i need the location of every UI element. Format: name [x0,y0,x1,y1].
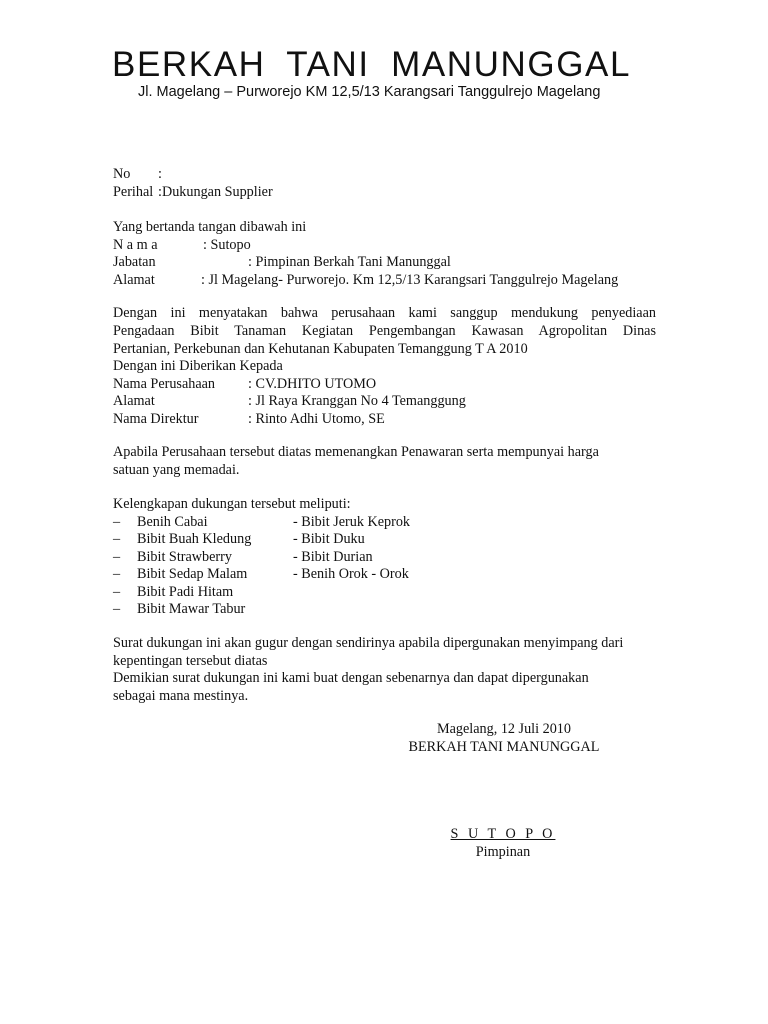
no-label: No [113,166,131,182]
signature-title: Pimpinan [475,844,531,860]
company-address: Jl. Magelang – Purworejo KM 12,5/13 Karangsari Tanggulrejo Magelang [138,84,601,100]
list-item-left: Benih Cabai [137,514,208,530]
recipient-alamat-label: Alamat [113,393,155,409]
recipient-perusahaan-label: Nama Perusahaan [113,376,216,392]
signer-jabatan-label: Jabatan [113,254,156,270]
no-colon: : [158,166,162,182]
statement-line-1: Dengan ini menyatakan bahwa perusahaan kami sanggup mendukung penyediaan [113,305,656,321]
condition-line-1: Apabila Perusahaan tersebut diatas memenangkan Penawaran serta mempunyai harga [113,444,599,460]
recipient-alamat-value: : Jl Raya Kranggan No 4 Temanggung [248,393,466,409]
signer-nama-label: N a m a [113,237,158,253]
recipient-perusahaan-value: : CV.DHITO UTOMO [248,376,377,392]
signer-intro: Yang bertanda tangan dibawah ini [113,219,307,235]
recipient-direktur-label: Nama Direktur [113,411,199,427]
list-item-bullet: – [113,601,121,617]
closing-line-2: kepentingan tersebut diatas [113,653,268,669]
list-item-bullet: – [113,549,121,565]
statement-line-4: Dengan ini Diberikan Kepada [113,358,283,374]
signer-alamat-value: : Jl Magelang- Purworejo. Km 12,5/13 Karangsari Tanggulrejo Magelang [201,272,619,288]
list-item-bullet: – [113,584,121,600]
statement-line-3: Pertanian, Perkebunan dan Kehutanan Kabupaten Temanggung T A 2010 [113,341,528,357]
closing-line-1: Surat dukungan ini akan gugur dengan sendirinya apabila dipergunakan menyimpang dari [113,635,624,651]
statement-line-2: Pengadaan Bibit Tanaman Kegiatan Pengembangan Kawasan Agropolitan Dinas [113,323,656,339]
signature-company: BERKAH TANI MANUNGGAL [408,739,600,755]
condition-line-2: satuan yang memadai. [113,462,240,478]
list-item-left: Bibit Sedap Malam [137,566,248,582]
items-intro: Kelengkapan dukungan tersebut meliputi: [113,496,351,512]
list-item-left: Bibit Mawar Tabur [137,601,246,617]
signature-name: S U T O P O [450,826,556,842]
closing-line-4: sebagai mana mestinya. [113,688,249,704]
list-item-left: Bibit Buah Kledung [137,531,252,547]
list-item-bullet: – [113,531,121,547]
list-item-right: - Bibit Jeruk Keprok [293,514,411,530]
perihal-value: :Dukungan Supplier [158,184,273,200]
signer-nama-value: : Sutopo [203,237,251,253]
company-name: BERKAH TANI MANUNGGAL [112,45,632,84]
list-item-right: - Benih Orok - Orok [293,566,409,582]
list-item-left: Bibit Padi Hitam [137,584,234,600]
list-item-right: - Bibit Duku [293,531,365,547]
recipient-direktur-value: : Rinto Adhi Utomo, SE [248,411,385,427]
list-item-bullet: – [113,566,121,582]
signer-jabatan-value: : Pimpinan Berkah Tani Manunggal [248,254,451,270]
signer-alamat-label: Alamat [113,272,155,288]
list-item-left: Bibit Strawberry [137,549,232,565]
perihal-label: Perihal [113,184,154,200]
closing-line-3: Demikian surat dukungan ini kami buat dengan sebenarnya dan dapat dipergunakan [113,670,589,686]
list-item-bullet: – [113,514,121,530]
place-date: Magelang, 12 Juli 2010 [437,721,571,737]
list-item-right: - Bibit Durian [293,549,373,565]
